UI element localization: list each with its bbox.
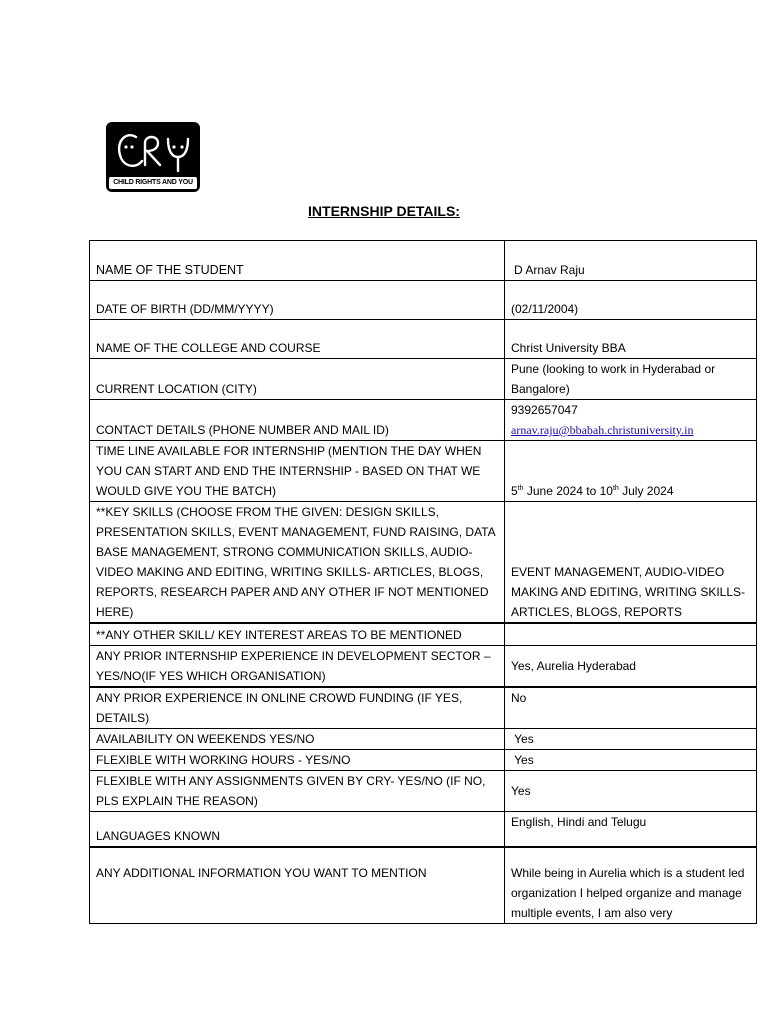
- logo-caption: CHILD RIGHTS AND YOU: [109, 177, 197, 189]
- value-text: Yes: [511, 784, 531, 798]
- label-text: CONTACT DETAILS (PHONE NUMBER AND MAIL ID): [96, 423, 389, 437]
- field-label: [90, 687, 505, 729]
- field-value: [505, 241, 757, 281]
- field-label: [90, 241, 505, 281]
- field-label: [90, 502, 505, 624]
- field-value: [505, 812, 757, 847]
- field-label: [90, 812, 505, 847]
- field-label: [90, 359, 505, 400]
- ordinal-suffix: th: [612, 485, 619, 492]
- field-label: [90, 729, 505, 750]
- cry-logo: [106, 122, 200, 192]
- field-value: [505, 359, 757, 400]
- table-row: [90, 241, 757, 281]
- label-text: TIME LINE AVAILABLE FOR INTERNSHIP (MENTION THE DAY WHEN YOU CAN START AND END THE INTERNSHIP - BASED ON THAT WE WOULD GIVE YOU THE BATCH): [96, 444, 482, 498]
- label-text: FLEXIBLE WITH WORKING HOURS - YES/NO: [96, 753, 351, 767]
- email-link[interactable]: arnav.raju@bbabah.christuniversity.in: [511, 423, 694, 437]
- date-text: June 2024 to 10: [523, 484, 613, 498]
- field-value: [505, 281, 757, 320]
- field-value: [505, 645, 757, 687]
- field-label: [90, 771, 505, 812]
- value-text: Pune (looking to work in Hyderabad or Bangalore): [511, 362, 716, 396]
- phone-number: 9392657047: [511, 403, 578, 417]
- label-text: ANY ADDITIONAL INFORMATION YOU WANT TO MENTION: [96, 865, 427, 880]
- label-text: ANY PRIOR EXPERIENCE IN ONLINE CROWD FUNDING (IF YES, DETAILS): [96, 691, 463, 725]
- table-row: [90, 645, 757, 687]
- table-row: [90, 847, 757, 924]
- field-value: [505, 729, 757, 750]
- value-text: D Arnav Raju: [514, 263, 585, 277]
- field-label: [90, 320, 505, 359]
- table-row: [90, 441, 757, 502]
- label-text: AVAILABILITY ON WEEKENDS YES/NO: [96, 732, 315, 746]
- start-day: 5: [511, 484, 518, 498]
- page-title: INTERNSHIP DETAILS:: [308, 203, 460, 219]
- field-value: [505, 502, 757, 624]
- value-text: [511, 484, 674, 498]
- field-label: [90, 441, 505, 502]
- table-row: [90, 750, 757, 771]
- value-text: EVENT MANAGEMENT, AUDIO-VIDEO MAKING AND EDITING, WRITING SKILLS-ARTICLES, BLOGS, REPORTS: [511, 565, 746, 619]
- field-value: [505, 441, 757, 502]
- label-text: DATE OF BIRTH (DD/MM/YYYY): [96, 302, 274, 316]
- internship-details-table: [89, 240, 757, 924]
- field-value: [505, 750, 757, 771]
- table-row: [90, 320, 757, 359]
- table-row: [90, 281, 757, 320]
- label-text: **KEY SKILLS (CHOOSE FROM THE GIVEN: DESIGN SKILLS, PRESENTATION SKILLS, EVENT MANAGEMENT, FUND RAISING, DATA BASE MANAGEMENT, STRONG COMMUNICATION SKILLS, AUDIO-VIDEO MAKING AND EDITING, WRITING SKILLS- ARTICLES, BLOGS, REPORTS, RESEARCH PAPER AND ANY OTHER IF NOT MENTIONED HERE): [96, 505, 495, 619]
- field-label: [90, 847, 505, 924]
- label-text: LANGUAGES KNOWN: [96, 828, 221, 843]
- field-label: [90, 281, 505, 320]
- table-row: [90, 400, 757, 441]
- value-text: While being in Aurelia which is a student led organization I helped organize and manage multiple events, I am also very: [511, 865, 745, 920]
- field-value: [505, 687, 757, 729]
- label-text: NAME OF THE STUDENT: [96, 263, 244, 277]
- field-value: [505, 771, 757, 812]
- table-row: [90, 812, 757, 847]
- value-text: Christ University BBA: [511, 341, 626, 355]
- field-value: [505, 320, 757, 359]
- table-row: [90, 359, 757, 400]
- field-label: [90, 623, 505, 645]
- table-row: [90, 771, 757, 812]
- field-value: [505, 400, 757, 441]
- value-text: Yes: [511, 732, 534, 746]
- table-row: [90, 623, 757, 645]
- table-row: [90, 729, 757, 750]
- field-value: [505, 623, 757, 645]
- ordinal-suffix: th: [517, 485, 524, 492]
- field-label: [90, 400, 505, 441]
- label-text: CURRENT LOCATION (CITY): [96, 382, 257, 396]
- value-text: (02/11/2004): [511, 302, 579, 316]
- table-row: [90, 687, 757, 729]
- label-text: ANY PRIOR INTERNSHIP EXPERIENCE IN DEVELOPMENT SECTOR –YES/NO(IF YES WHICH ORGANISATION): [96, 649, 491, 683]
- value-text: Yes, Aurelia Hyderabad: [511, 658, 636, 673]
- value-text: English, Hindi and Telugu: [511, 815, 647, 829]
- table-row: [90, 502, 757, 624]
- cry-logo-mark-icon: [112, 125, 194, 175]
- field-label: [90, 645, 505, 687]
- date-text: July 2024: [618, 484, 674, 498]
- label-text: NAME OF THE COLLEGE AND COURSE: [96, 341, 321, 355]
- value-text: No: [511, 691, 527, 705]
- label-text: **ANY OTHER SKILL/ KEY INTEREST AREAS TO BE MENTIONED: [96, 627, 462, 642]
- value-text: Yes: [511, 753, 534, 767]
- field-value: [505, 847, 757, 924]
- label-text: FLEXIBLE WITH ANY ASSIGNMENTS GIVEN BY CRY- YES/NO (IF NO, PLS EXPLAIN THE REASON): [96, 774, 486, 808]
- field-label: [90, 750, 505, 771]
